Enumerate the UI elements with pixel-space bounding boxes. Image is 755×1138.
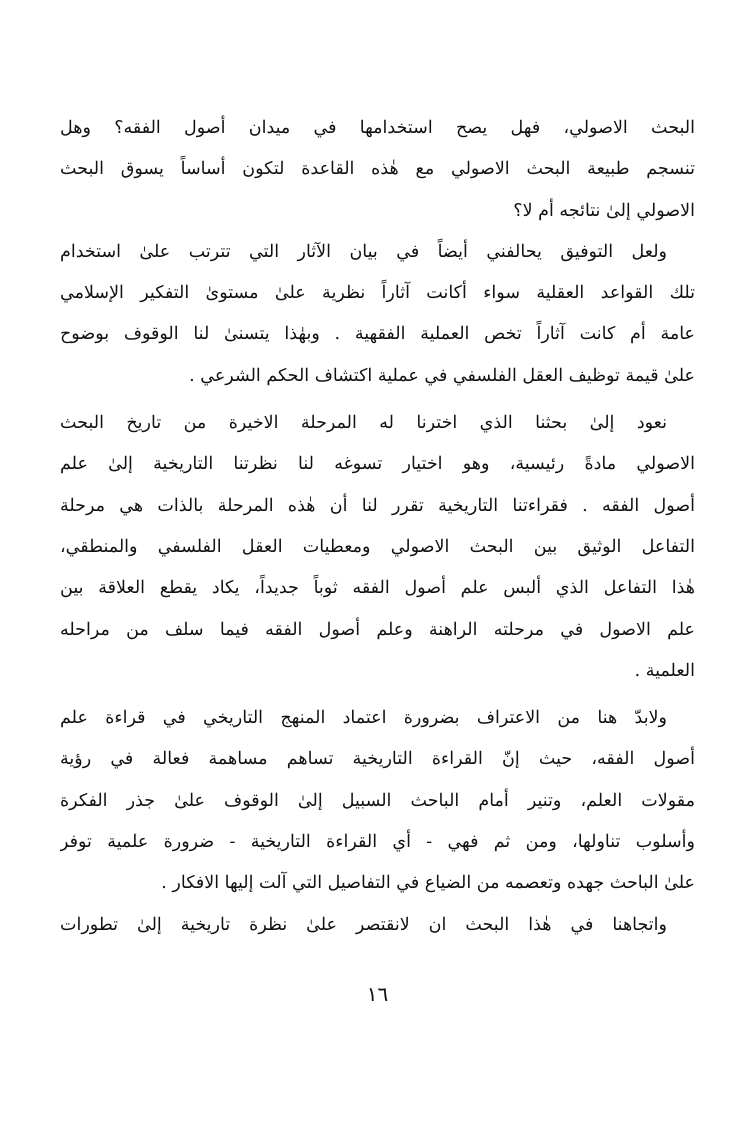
text-line: ولعل التوفيق يحالفني أيضاً في بيان الآثار التي تترتب علىٰ استخدام — [60, 241, 667, 262]
text-line: أصول الفقه، حيث إنّ القراءة التاريخية تساهم مساهمة فعالة في رؤية — [60, 749, 695, 770]
text-line: نعود إلىٰ بحثنا الذي اخترنا له المرحلة الاخيرة من تاريخ البحث — [60, 413, 667, 434]
text-line: علىٰ الباحث جهده وتعصمه من الضياع في التفاصيل التي آلت إليها الافكار . — [161, 873, 695, 894]
text-line: البحث الاصولي، فهل يصح استخدامها في ميدان أصول الفقه؟ وهل — [60, 118, 695, 138]
text-line: العلمية . — [634, 660, 695, 681]
text-line: تلك القواعد العقلية سواء أكانت آثاراً نظرية علىٰ مستوىٰ التفكير الإسلامي — [60, 283, 695, 304]
text-line: واتجاهنا في هٰذا البحث ان لانقتصر علىٰ نظرة تاريخية إلىٰ تطورات — [60, 914, 667, 935]
text-line: الاصولي إلىٰ نتائجه أم لا؟ — [513, 200, 695, 221]
text-line: علم الاصول في مرحلته الراهنة وعلم أصول الفقه فيما سلف من مراحله — [60, 619, 695, 640]
text-line: ولابدّ هنا من الاعتراف بضرورة اعتماد المنهج التاريخي في قراءة علم — [60, 708, 667, 729]
text-line: التفاعل الوثيق بين البحث الاصولي ومعطيات العقل الفلسفي والمنطقي، — [60, 536, 695, 557]
text-line: تنسجم طبيعة البحث الاصولي مع هٰذه القاعدة لتكون أساساً يسوق البحث — [60, 159, 695, 180]
text-line: هٰذا التفاعل الذي ألبس علم أصول الفقه ثوباً جديداً، يكاد يقطع العلاقة بين — [60, 578, 695, 599]
text-line: مقولات العلم، وتنير أمام الباحث السبيل إلىٰ الوقوف علىٰ جذر الفكرة — [60, 790, 695, 811]
text-line: وأسلوب تناولها، ومن ثم فهي - أي القراءة التاريخية - ضرورة علمية توفر — [60, 832, 695, 853]
text-line: أصول الفقه . فقراءتنا التاريخية تقرر لنا أن هٰذه المرحلة بالذات هي مرحلة — [60, 495, 695, 516]
page-body-text — [60, 108, 695, 946]
page-number: ١٦ — [366, 982, 389, 1006]
text-line: علىٰ قيمة توظيف العقل الفلسفي في عملية اكتشاف الحكم الشرعي . — [189, 365, 695, 386]
text-line: عامة أم كانت آثاراً تخص العملية الفقهية . وبهٰذا يتسنىٰ لنا الوقوف بوضوح — [60, 324, 695, 345]
text-line: الاصولي مادةً رئيسية، وهو اختيار تسوغه لنا نظرتنا التاريخية إلىٰ علم — [60, 454, 695, 475]
